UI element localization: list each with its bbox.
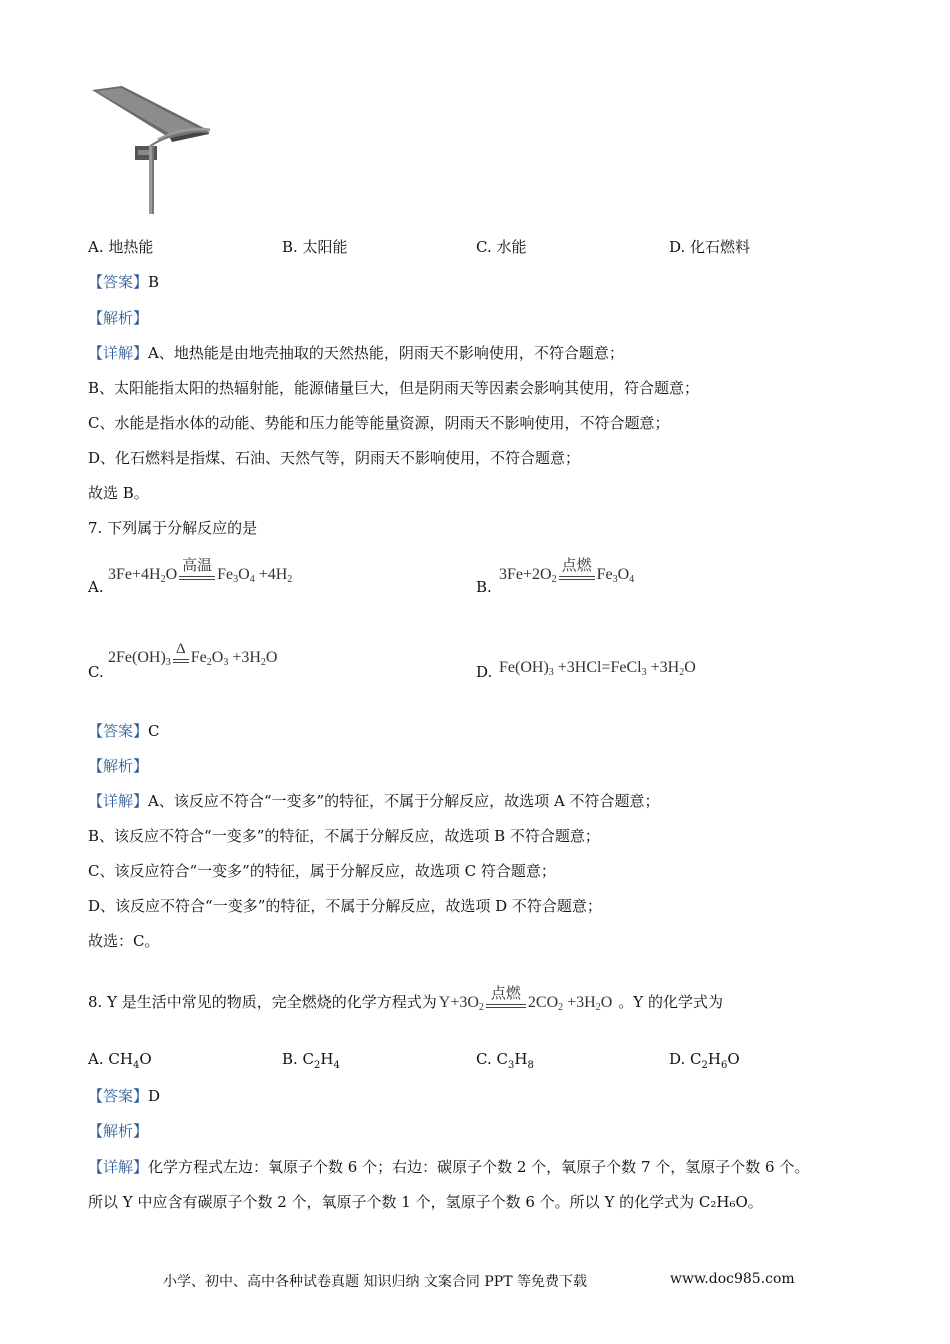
reaction-condition: 点燃 — [559, 568, 595, 582]
q7-detail-line: B、该反应不符合“一变多”的特征，不属于分解反应，故选项 B 不符合题意； — [88, 827, 600, 845]
q8-answer — [88, 1085, 160, 1106]
q7-detail-line: 【详解】A、该反应不符合“一变多”的特征，不属于分解反应，故选项 A 不符合题意； — [88, 792, 660, 810]
answer-tag: 【答案】 — [88, 273, 149, 291]
detail-tag: 【详解】 — [88, 1158, 149, 1176]
q7-stem: 7. 下列属于分解反应的是 — [88, 519, 258, 537]
q8-option-d: D. $C_2H_6O$ — [669, 1050, 740, 1071]
answer-value: C — [148, 722, 160, 740]
q8-analysis-tag: 【解析】 — [88, 1122, 149, 1140]
q6-detail-line: 故选 B。 — [88, 484, 149, 502]
q7-equation-a: $3Fe+4H_2O$ 高温 $Fe_3O_4 +4H_2$ — [108, 558, 293, 585]
q7-equation-d: $Fe(OH)_3$ +3HCl=FeCl$_3$ $+3H_2O$ — [499, 659, 696, 678]
q6-option-d: D. 化石燃料 — [669, 238, 751, 256]
q8-option-b: B. $C_2H_4$ — [282, 1050, 340, 1071]
q8-option-a: A. $CH_4O$ — [88, 1050, 152, 1071]
q7-answer — [88, 720, 160, 741]
q7-analysis-tag: 【解析】 — [88, 757, 149, 775]
q6-detail-line: C、水能是指水体的动能、势能和压力能等能量资源，阴雨天不影响使用，不符合题意； — [88, 414, 670, 432]
q6-detail-line: 【详解】A、地热能是由地壳抽取的天然热能，阴雨天不影响使用，不符合题意； — [88, 344, 624, 362]
q6-detail-line: B、太阳能指太阳的热辐射能，能源储量巨大，但是阴雨天等因素会影响其使用，符合题意； — [88, 379, 700, 397]
reaction-condition: 高温 — [179, 568, 215, 582]
q7-label-a: A. — [88, 578, 104, 596]
q6-option-a: A. 地热能 — [88, 238, 154, 256]
q8-equation: $Y+3O_2$ 点燃 $2CO_2 +3H_2O$ — [438, 986, 613, 1013]
reaction-condition: Δ — [173, 651, 189, 665]
q7-detail-line: D、该反应不符合“一变多”的特征，不属于分解反应，故选项 D 不符合题意； — [88, 897, 602, 915]
reaction-condition: 点燃 — [486, 996, 526, 1010]
footer-link[interactable]: www.doc985.com — [670, 1271, 795, 1287]
q6-detail-line: D、化石燃料是指煤、石油、天然气等，阴雨天不影响使用，不符合题意； — [88, 449, 581, 467]
q6-option-c: C. 水能 — [476, 238, 527, 256]
q6-analysis-tag: 【解析】 — [88, 309, 149, 327]
q7-label-d: D. — [476, 663, 493, 681]
q8-detail-line: 【详解】化学方程式左边：氧原子个数 6 个；右边：碳原子个数 2 个，氧原子个数 7 个，氢原子个数 6 个。 — [88, 1158, 810, 1176]
q8-stem: 8. Y 是生活中常见的物质，完全燃烧的化学方程式为 $Y+3O_2$ 点燃 $2CO_2 +3H_2O$ 。Y 的化学式为 — [88, 986, 723, 1013]
footer-text: 小学、初中、高中各种试卷真题 知识归纳 文案合同 PPT 等免费下载 — [163, 1274, 587, 1290]
answer-value: D — [148, 1087, 161, 1105]
q7-equation-b: $3Fe+2O_2$ 点燃 $Fe_3O_4$ — [499, 558, 635, 585]
answer-value: B — [148, 273, 160, 291]
answer-tag: 【答案】 — [88, 1087, 149, 1105]
q7-equation-c: $2Fe(OH)_3$ Δ $Fe_2O_3 +3H_2O$ — [108, 641, 278, 668]
detail-tag: 【详解】 — [88, 792, 149, 810]
q7-label-b: B. — [476, 578, 492, 596]
q6-option-b: B. 太阳能 — [282, 238, 348, 256]
answer-tag: 【答案】 — [88, 722, 149, 740]
q7-label-c: C. — [88, 663, 104, 681]
q8-detail-line: 所以 Y 中应含有碳原子个数 2 个，氧原子个数 1 个，氢原子个数 6 个。所以 Y 的化学式为 C₂H₆O。 — [88, 1193, 763, 1211]
q6-answer — [88, 271, 159, 292]
q8-option-c: C. $C_3H_8$ — [476, 1050, 534, 1071]
detail-tag: 【详解】 — [88, 344, 149, 362]
solar-lamp-image — [88, 84, 216, 216]
q7-detail-line: 故选：C。 — [88, 932, 160, 950]
q7-detail-line: C、该反应符合“一变多”的特征，属于分解反应，故选项 C 符合题意； — [88, 862, 556, 880]
